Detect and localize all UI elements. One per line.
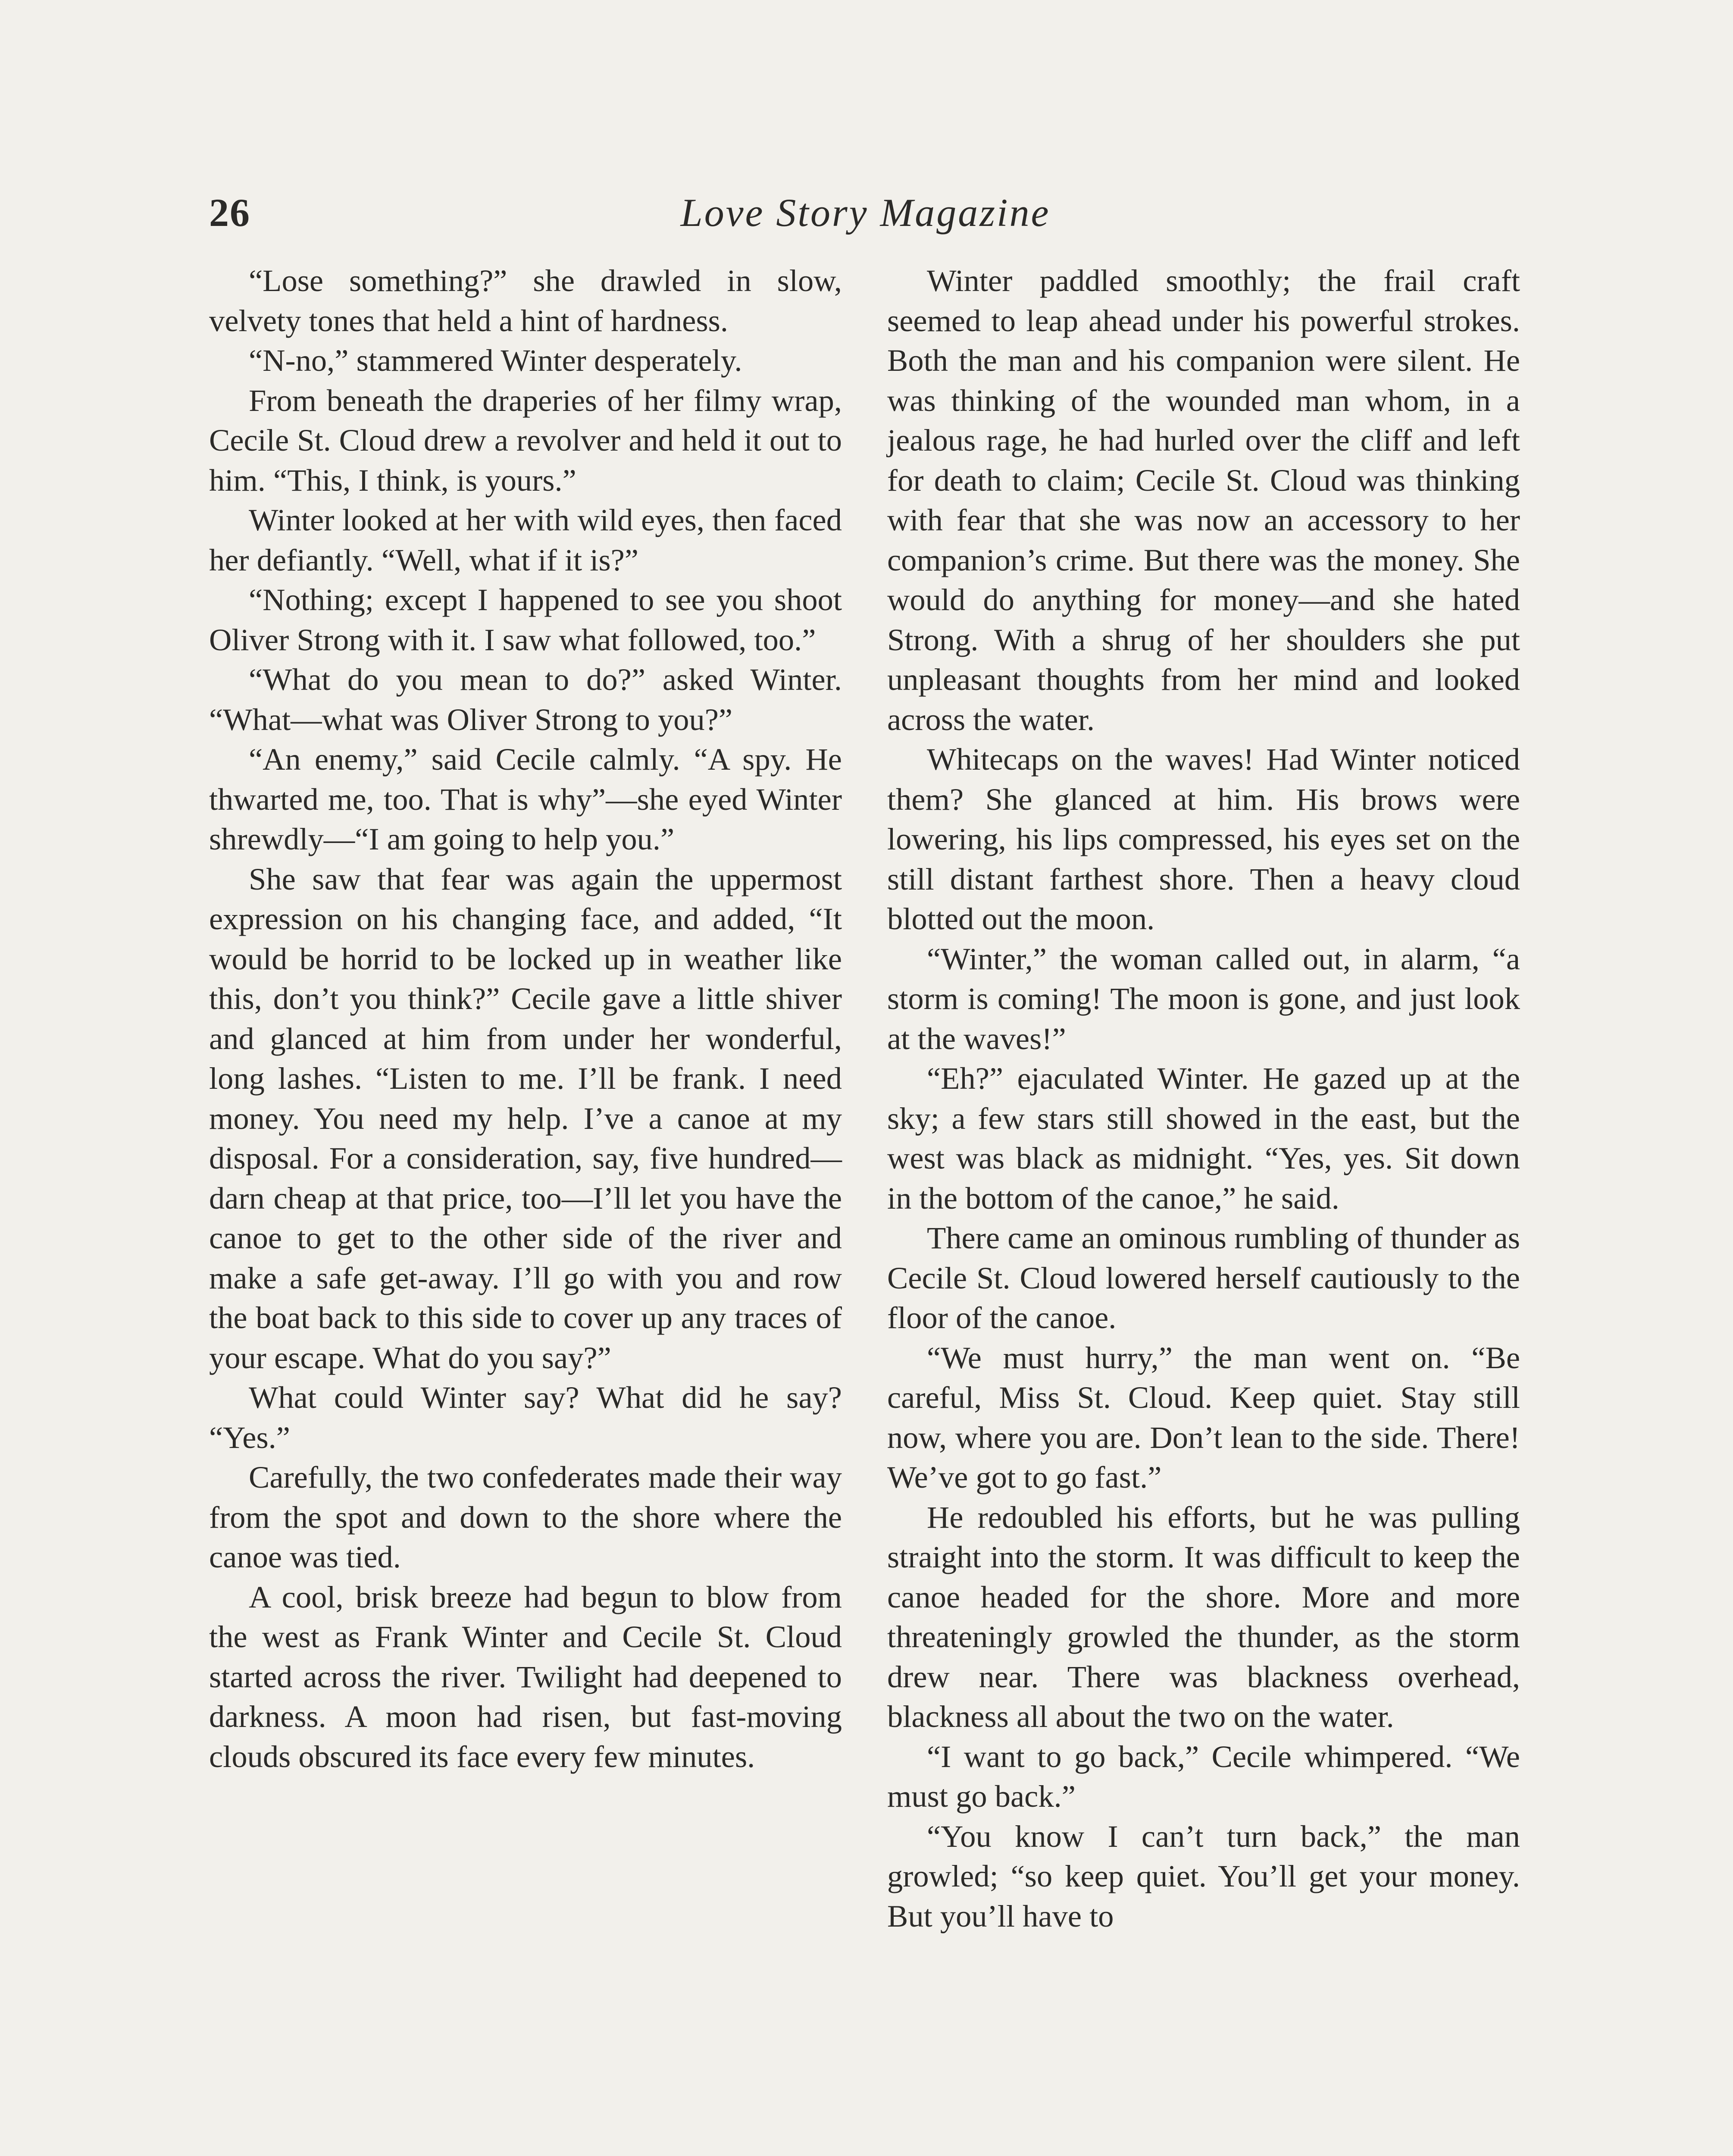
- paragraph: Winter looked at her with wild eyes, then faced her defiantly. “Well, what if it is?”: [209, 502, 842, 577]
- paragraph: “Winter,” the woman called out, in alarm, “a storm is coming! The moon is gone, and just look at the waves!”: [887, 941, 1520, 1056]
- right-column: [887, 261, 1520, 2156]
- paragraph: “I want to go back,” Cecile whimpered. “We must go back.”: [887, 1739, 1520, 1814]
- paragraph: “An enemy,” said Cecile calmly. “A spy. He thwarted me, too. That is why”—she eyed Winter shrewdly—“I am going to help you.”: [209, 742, 842, 856]
- paragraph: Whitecaps on the waves! Had Winter noticed them? She glanced at him. His brows were lowering, his lips compressed, his eyes set on the still distant farthest shore. Then a heavy cloud blotted out the moon.: [887, 742, 1520, 936]
- paragraph: “Lose something?” she drawled in slow, velvety tones that held a hint of hardness.: [209, 263, 842, 338]
- paragraph: From beneath the draperies of her filmy wrap, Cecile St. Cloud drew a revolver and held it out to him. “This, I think, is yours.”: [209, 382, 842, 498]
- paragraph: He redoubled his efforts, but he was pulling straight into the storm. It was difficult to keep the canoe headed for the shore. More and more threateningly growled the thunder, as the storm drew near. There was blackness overhead, blackness all about the two on the water.: [887, 1499, 1520, 1734]
- page-header: [209, 180, 1522, 245]
- paragraph: There came an ominous rumbling of thunder as Cecile St. Cloud lowered herself cautiously to the floor of the canoe.: [887, 1220, 1520, 1335]
- paragraph: “Nothing; except I happened to see you shoot Oliver Strong with it. I saw what followed, too.”: [209, 582, 842, 657]
- paragraph: “What do you mean to do?” asked Winter. “What—what was Oliver Strong to you?”: [209, 662, 842, 737]
- paragraph: “N-no,” stammered Winter desperately.: [249, 343, 742, 378]
- paragraph: Carefully, the two confederates made their way from the spot and down to the shore where the canoe was tied.: [209, 1460, 842, 1574]
- magazine-title: Love Story Magazine: [680, 191, 1051, 235]
- page-number: 26: [209, 191, 250, 235]
- left-column: [209, 261, 842, 2156]
- paragraph: “You know I can’t turn back,” the man growled; “so keep quiet. You’ll get your money. But you’ll have to: [887, 1818, 1520, 1934]
- paragraph: “Eh?” ejaculated Winter. He gazed up at the sky; a few stars still showed in the east, but the west was black as midnight. “Yes, yes. Sit down in the bottom of the canoe,” he said.: [887, 1061, 1520, 1216]
- paragraph: What could Winter say? What did he say? “Yes.”: [209, 1380, 842, 1455]
- paragraph: A cool, brisk breeze had begun to blow from the west as Frank Winter and Cecile St. Cloud started across the river. Twilight had deepened to darkness. A moon had risen, but fast-moving clouds obscured its face every few minutes.: [209, 1579, 842, 1774]
- paragraph: “We must hurry,” the man went on. “Be careful, Miss St. Cloud. Keep quiet. Stay still now, where you are. Don’t lean to the side. There! We’ve got to go fast.”: [887, 1340, 1520, 1495]
- paragraph: She saw that fear was again the uppermost expression on his changing face, and added, “It would be horrid to be locked up in weather like this, don’t you think?” Cecile gave a little shiver and glanced at him from under her wonderful, long lashes. “Listen to me. I’ll be frank. I need money. You need my help. I’ve a canoe at my disposal. For a consideration, say, five hundred—darn cheap at that price, too—I’ll let you have the canoe to get to the other side of the river and make a safe get-away. I’ll go with you and row the boat back to this side to cover up any traces of your escape. What do you say?”: [209, 861, 842, 1375]
- paragraph: Winter paddled smoothly; the frail craft seemed to leap ahead under his powerful strokes. Both the man and his companion were silent. He was thinking of the wounded man whom, in a jealous rage, he had hurled over the cliff and left for death to claim; Cecile St. Cloud was thinking with fear that she was now an accessory to her companion’s crime. But there was the money. She would do anything for money—and she hated Strong. With a shrug of her shoulders she put unpleasant thoughts from her mind and looked across the water.: [887, 263, 1520, 737]
